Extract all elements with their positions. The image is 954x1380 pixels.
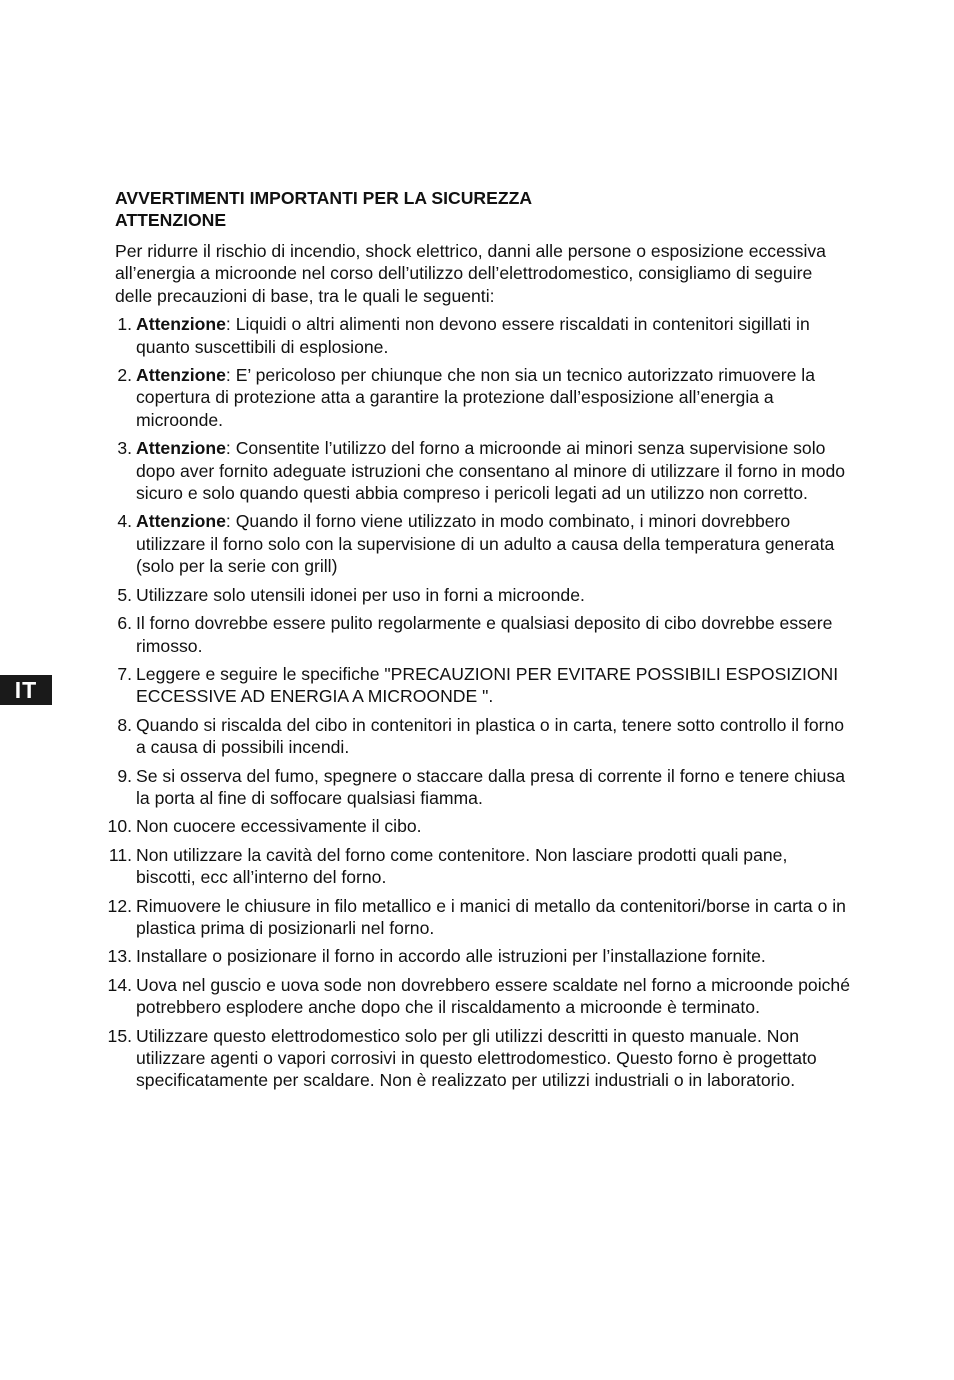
item-number: 12. — [107, 895, 132, 916]
item-number: 15. — [107, 1025, 132, 1046]
item-number: 3. — [117, 438, 132, 459]
item-text: : Consentite l’utilizzo del forno a microonde ai minori senza supervisione solo dopo aver fornito adeguate istruzioni che consentano al minore di utilizzare il forno in modo sicuro e solo quando questi abbia compreso i pericoli legati ad un utilizzo non corretto. — [136, 438, 846, 504]
list-item — [115, 437, 850, 504]
intro-paragraph: Per ridurre il rischio di incendio, shock elettrico, danni alle persone o esposizione eccessiva all’energia a microonde nel corso dell’utilizzo dell’elettrodomestico, consigliamo di seguire delle precauzioni di base, tra le quali le seguenti: — [115, 241, 826, 306]
item-lead: Attenzione — [136, 314, 226, 335]
item-text: Se si osserva del fumo, spegnere o staccare dalla presa di corrente il forno e tenere chiusa la porta al fine di soffocare qualsiasi fiamma. — [136, 765, 846, 808]
item-text: Utilizzare questo elettrodomestico solo per gli utilizzi descritti in questo manuale. Non utilizzare agenti o vapori corrosivi in questo elettrodomestico. Questo forno è progettato specificatamente per scaldare. Non è realizzato per utilizzi industriali o in laboratorio. — [136, 1025, 817, 1091]
list-item — [115, 584, 850, 606]
precautions-list — [107, 313, 850, 1092]
item-number: 9. — [117, 765, 132, 786]
section-heading: AVVERTIMENTI IMPORTANTI PER LA SICUREZZA — [115, 188, 533, 208]
item-number: 8. — [117, 714, 132, 735]
list-item — [107, 945, 850, 967]
item-text: Il forno dovrebbe essere pulito regolarmente e qualsiasi deposito di cibo dovrebbe essere rimosso. — [136, 613, 833, 656]
item-text: : Liquidi o altri alimenti non devono essere riscaldati in contenitori sigillati in quanto suscettibili di esplosione. — [136, 314, 810, 357]
list-item — [107, 974, 850, 1019]
item-text: Uova nel guscio e uova sode non dovrebbero essere scaldate nel forno a microonde poiché potrebbero esplodere anche dopo che il riscaldamento a microonde è terminato. — [136, 974, 850, 1018]
item-text: : Quando il forno viene utilizzato in modo combinato, i minori dovrebbero utilizzare il forno solo con la supervisione di un adulto a causa della temperatura generata (solo per la serie con grill) — [136, 511, 835, 577]
list-item — [115, 765, 850, 810]
list-item — [107, 895, 850, 940]
list-item — [115, 510, 850, 577]
item-text: Rimuovere le chiusure in filo metallico e i manici di metallo da contenitori/borse in carta o in plastica prima di posizionarli nel forno. — [136, 895, 846, 938]
section-subheading: ATTENZIONE — [115, 210, 227, 230]
list-item — [107, 1025, 850, 1092]
item-number: 2. — [117, 365, 132, 386]
list-item — [107, 815, 850, 837]
item-number: 5. — [117, 584, 132, 605]
item-lead: Attenzione — [136, 438, 226, 459]
item-text: : E’ pericoloso per chiunque che non sia un tecnico autorizzato rimuovere la copertura di protezione atta a garantire la protezione dall’esposizione all’energia a microonde. — [136, 365, 815, 430]
item-text: Leggere e seguire le specifiche "PRECAUZIONI PER EVITARE POSSIBILI ESPOSIZIONI ECCESSIVE AD ENERGIA A MICROONDE ". — [136, 663, 839, 707]
item-lead: Attenzione — [136, 511, 226, 532]
list-item — [108, 844, 850, 889]
list-item — [115, 663, 850, 708]
item-text: Quando si riscalda del cibo in contenitori in plastica o in carta, tenere sotto controllo il forno a causa di possibili incendi. — [136, 714, 845, 758]
language-tab: IT — [0, 675, 52, 705]
item-text: Utilizzare solo utensili idonei per uso in forni a microonde. — [136, 584, 585, 605]
item-number: 6. — [117, 613, 132, 634]
item-number: 7. — [117, 663, 132, 684]
item-number: 4. — [117, 511, 132, 532]
item-text: Non cuocere eccessivamente il cibo. — [136, 816, 422, 837]
list-item — [115, 714, 850, 759]
item-number: 10. — [107, 816, 132, 837]
safety-section — [107, 187, 850, 1098]
item-lead: Attenzione — [136, 365, 226, 386]
item-text: Installare o posizionare il forno in accordo alle istruzioni per l’installazione fornite. — [136, 946, 766, 967]
item-number: 1. — [117, 314, 132, 335]
item-text: Non utilizzare la cavità del forno come contenitore. Non lasciare prodotti quali pane, biscotti, ecc all’interno del forno. — [136, 844, 788, 888]
list-item — [115, 313, 850, 358]
item-number: 11. — [108, 844, 132, 865]
list-item — [115, 612, 850, 657]
item-number: 13. — [107, 946, 132, 967]
item-number: 14. — [107, 974, 132, 995]
list-item — [115, 364, 850, 431]
